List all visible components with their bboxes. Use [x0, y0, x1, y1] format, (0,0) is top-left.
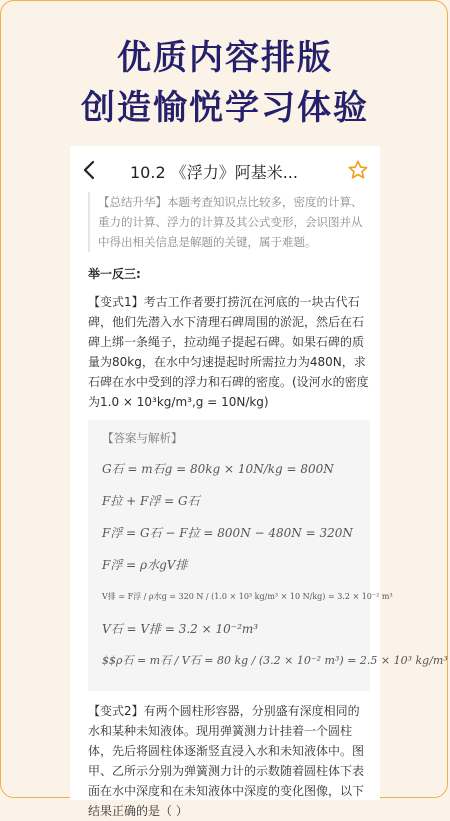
equation-5: V排 = F浮 / ρ水g = 320 N / (1.0 × 10³ kg/m³ × 10 N/kg) = 3.2 × 10⁻² m³	[102, 592, 393, 601]
equation-3: F浮 = G石 − F拉 = 800N − 480N = 320N	[102, 526, 353, 540]
equation-1: G石 = m石g = 80kg × 10N/kg = 800N	[102, 462, 334, 476]
star-outline-icon[interactable]	[347, 159, 369, 181]
phone-screen	[70, 146, 448, 818]
top-bar	[70, 146, 380, 194]
variant-1-text: 【变式1】考古工作者要打捞沉在河底的一块古代石碑，他们先潜入水下清理石碑周围的淤泥，然后在石碑上绑一条绳子，拉动绳子提起石碑。如果石碑的质量为80kg，在水中匀速提起时所需拉力为480N，求石碑在水中受到的浮力和石碑的密度。(设河水的密度为1.0 × 10³kg/m³,g = 10N/kg)	[88, 295, 369, 409]
banner-headline-1: 优质内容排版	[117, 38, 333, 78]
answer-block	[88, 420, 448, 691]
banner-headline-2: 创造愉悦学习体验	[81, 88, 369, 128]
equation-2: F拉 + F浮 = G石	[102, 494, 200, 508]
equation-6: V石 = V排 = 3.2 × 10⁻²m³	[102, 622, 259, 636]
summary-note: 【总结升华】本题考查知识点比较多，密度的计算、重力的计算、浮力的计算及其公式变形，会识图并从中得出相关信息是解题的关键，属于难题。	[88, 192, 370, 252]
chevron-left-icon[interactable]	[80, 158, 100, 182]
variant-2-text: 【变式2】有两个圆柱形容器，分别盛有深度相同的水和某种未知液体。现用弹簧测力计挂着一个圆柱体，先后将圆柱体逐渐竖直浸入水和未知液体中。图甲、乙所示分别为弹簧测力计的示数随着圆柱体下表面在水中深度和在未知液体中深度的变化图像，以下结果正确的是（ ）	[88, 704, 365, 818]
page-title: 10.2 《浮力》阿基米...	[130, 163, 298, 182]
article-content	[88, 192, 448, 821]
answer-heading: 【答案与解析】	[102, 431, 183, 445]
section-heading: 举一反三:	[88, 267, 141, 281]
equation-4: F浮 = ρ水gV排	[102, 558, 188, 572]
equation-7: $$ρ石 = m石 / V石 = 80 kg / (3.2 × 10⁻² m³) = 2.5 × 10³ kg/m³	[102, 654, 448, 667]
